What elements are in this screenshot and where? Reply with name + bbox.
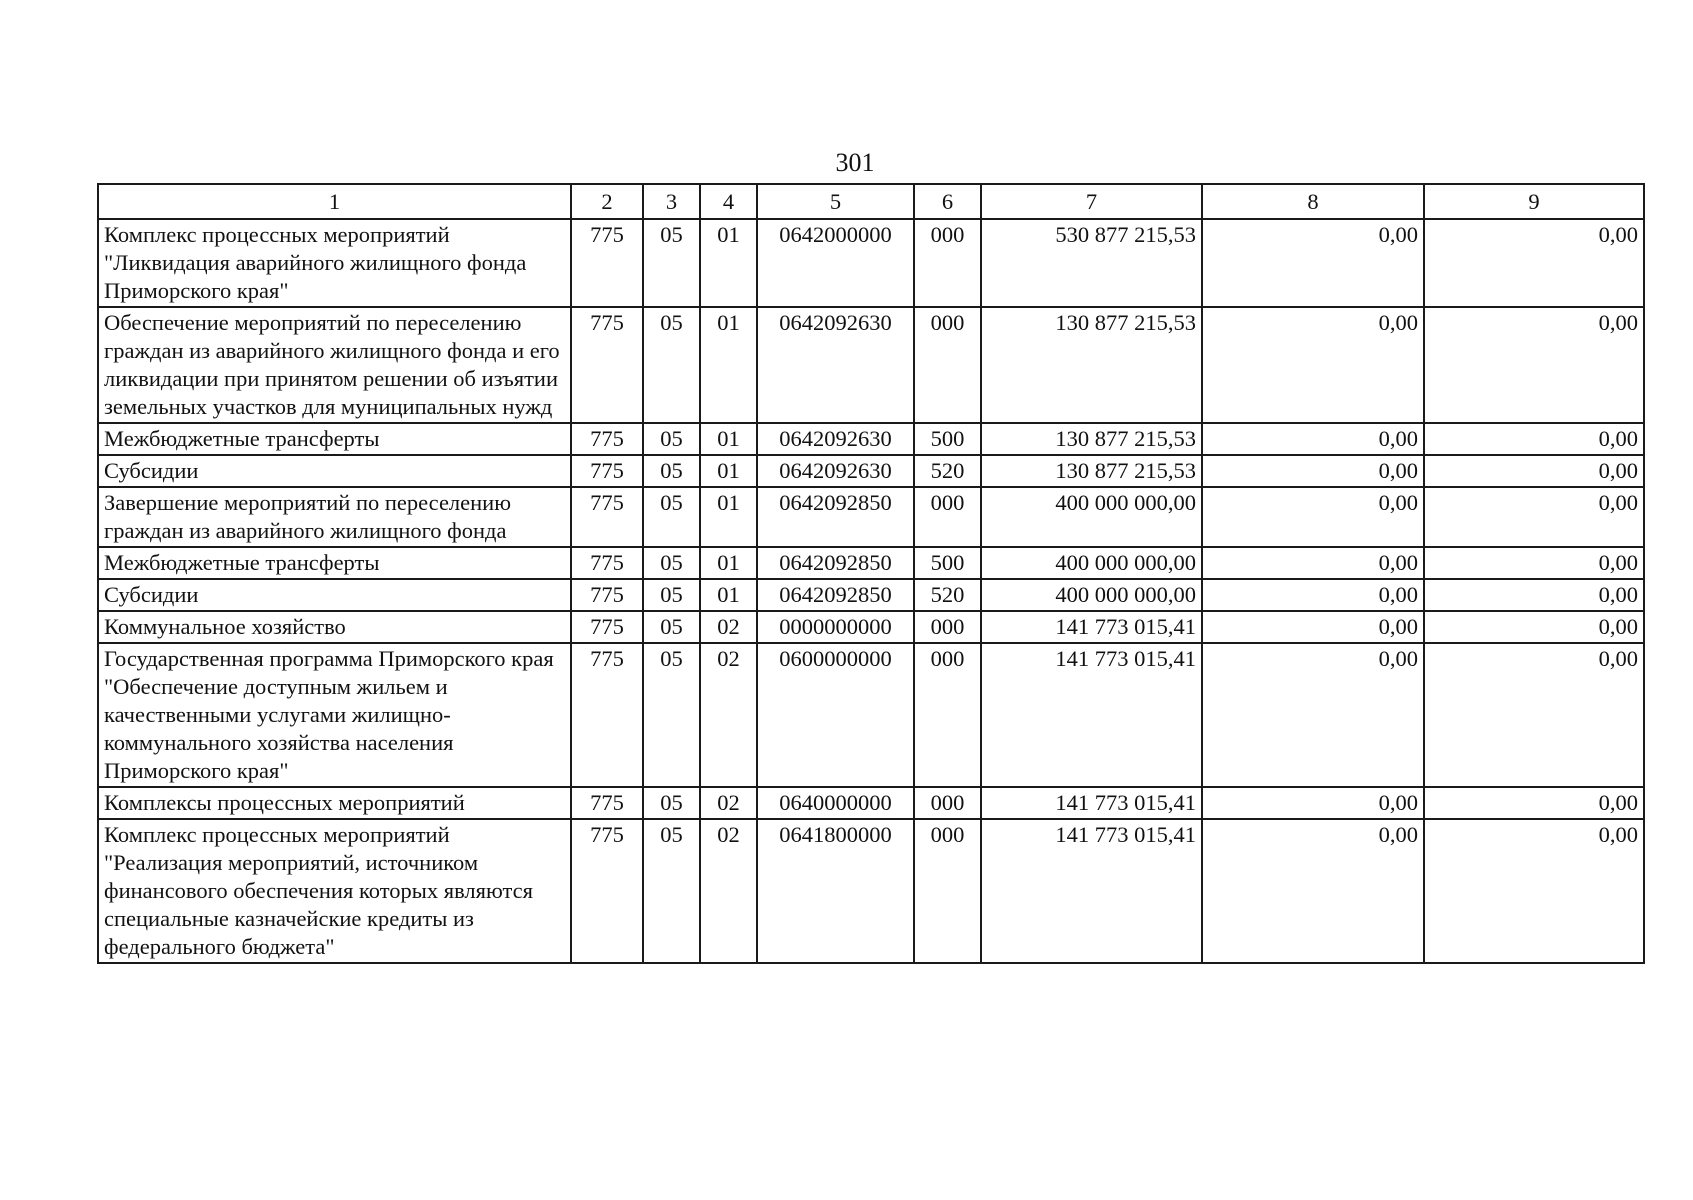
target-article-cell: 0642092630 [757, 307, 914, 423]
table-row [98, 611, 1644, 643]
row-name-cell: Межбюджетные трансферты [98, 547, 571, 579]
target-article-cell: 0641800000 [757, 819, 914, 963]
budget-table [97, 183, 1645, 964]
header-cell: 6 [914, 184, 981, 219]
amount-col9-cell: 0,00 [1424, 787, 1644, 819]
target-article-cell: 0642092850 [757, 547, 914, 579]
subsection-code-cell: 02 [700, 819, 757, 963]
header-cell: 3 [643, 184, 700, 219]
amount-col7-cell: 141 773 015,41 [981, 611, 1202, 643]
row-name-cell: Обеспечение мероприятий по переселению граждан из аварийного жилищного фонда и его ликвидации при принятом решении об изъятии земельных участков для муниципальных нужд [98, 307, 571, 423]
target-article-cell: 0642092630 [757, 423, 914, 455]
expense-type-cell: 000 [914, 611, 981, 643]
amount-col8-cell: 0,00 [1202, 547, 1424, 579]
amount-col9-cell: 0,00 [1424, 219, 1644, 307]
expense-type-cell: 500 [914, 547, 981, 579]
page-number: 301 [835, 148, 875, 177]
section-code-cell: 05 [643, 455, 700, 487]
expense-type-cell: 000 [914, 307, 981, 423]
header-cell: 4 [700, 184, 757, 219]
table-row [98, 455, 1644, 487]
section-code-cell: 05 [643, 307, 700, 423]
subsection-code-cell: 02 [700, 643, 757, 787]
amount-col9-cell: 0,00 [1424, 307, 1644, 423]
amount-col8-cell: 0,00 [1202, 219, 1424, 307]
amount-col7-cell: 141 773 015,41 [981, 819, 1202, 963]
amount-col7-cell: 400 000 000,00 [981, 547, 1202, 579]
expense-type-cell: 000 [914, 643, 981, 787]
row-name-cell: Завершение мероприятий по переселению граждан из аварийного жилищного фонда [98, 487, 571, 547]
ministry-code-cell: 775 [571, 611, 643, 643]
subsection-code-cell: 02 [700, 787, 757, 819]
section-code-cell: 05 [643, 547, 700, 579]
header-cell: 7 [981, 184, 1202, 219]
table-row [98, 307, 1644, 423]
header-cell: 1 [98, 184, 571, 219]
subsection-code-cell: 01 [700, 307, 757, 423]
subsection-code-cell: 01 [700, 547, 757, 579]
subsection-code-cell: 01 [700, 455, 757, 487]
amount-col8-cell: 0,00 [1202, 423, 1424, 455]
row-name-cell: Субсидии [98, 455, 571, 487]
amount-col7-cell: 141 773 015,41 [981, 787, 1202, 819]
table-row [98, 579, 1644, 611]
section-code-cell: 05 [643, 487, 700, 547]
amount-col7-cell: 130 877 215,53 [981, 423, 1202, 455]
expense-type-cell: 000 [914, 487, 981, 547]
target-article-cell: 0642000000 [757, 219, 914, 307]
section-code-cell: 05 [643, 423, 700, 455]
expense-type-cell: 000 [914, 219, 981, 307]
amount-col7-cell: 400 000 000,00 [981, 579, 1202, 611]
amount-col8-cell: 0,00 [1202, 579, 1424, 611]
target-article-cell: 0642092630 [757, 455, 914, 487]
ministry-code-cell: 775 [571, 219, 643, 307]
header-cell: 2 [571, 184, 643, 219]
expense-type-cell: 520 [914, 579, 981, 611]
target-article-cell: 0000000000 [757, 611, 914, 643]
row-name-cell: Комплекс процессных мероприятий "Ликвидация аварийного жилищного фонда Приморского края" [98, 219, 571, 307]
target-article-cell: 0640000000 [757, 787, 914, 819]
expense-type-cell: 520 [914, 455, 981, 487]
amount-col7-cell: 130 877 215,53 [981, 307, 1202, 423]
ministry-code-cell: 775 [571, 423, 643, 455]
table-row [98, 547, 1644, 579]
table-row [98, 487, 1644, 547]
amount-col9-cell: 0,00 [1424, 547, 1644, 579]
table-row [98, 219, 1644, 307]
subsection-code-cell: 01 [700, 219, 757, 307]
target-article-cell: 0642092850 [757, 579, 914, 611]
header-cell: 8 [1202, 184, 1424, 219]
table-row [98, 787, 1644, 819]
expense-type-cell: 500 [914, 423, 981, 455]
amount-col9-cell: 0,00 [1424, 455, 1644, 487]
ministry-code-cell: 775 [571, 487, 643, 547]
header-cell: 5 [757, 184, 914, 219]
amount-col9-cell: 0,00 [1424, 487, 1644, 547]
expense-type-cell: 000 [914, 787, 981, 819]
table-row [98, 819, 1644, 963]
amount-col9-cell: 0,00 [1424, 819, 1644, 963]
ministry-code-cell: 775 [571, 579, 643, 611]
amount-col7-cell: 130 877 215,53 [981, 455, 1202, 487]
expense-type-cell: 000 [914, 819, 981, 963]
row-name-cell: Комплексы процессных мероприятий [98, 787, 571, 819]
amount-col9-cell: 0,00 [1424, 579, 1644, 611]
amount-col7-cell: 530 877 215,53 [981, 219, 1202, 307]
target-article-cell: 0642092850 [757, 487, 914, 547]
table-row [98, 423, 1644, 455]
row-name-cell: Межбюджетные трансферты [98, 423, 571, 455]
amount-col8-cell: 0,00 [1202, 787, 1424, 819]
ministry-code-cell: 775 [571, 819, 643, 963]
amount-col8-cell: 0,00 [1202, 487, 1424, 547]
section-code-cell: 05 [643, 579, 700, 611]
amount-col8-cell: 0,00 [1202, 819, 1424, 963]
ministry-code-cell: 775 [571, 307, 643, 423]
row-name-cell: Коммунальное хозяйство [98, 611, 571, 643]
row-name-cell: Комплекс процессных мероприятий "Реализация мероприятий, источником финансового обеспечения которых являются специальные казначейские кредиты из федерального бюджета" [98, 819, 571, 963]
amount-col9-cell: 0,00 [1424, 423, 1644, 455]
ministry-code-cell: 775 [571, 455, 643, 487]
ministry-code-cell: 775 [571, 547, 643, 579]
subsection-code-cell: 01 [700, 487, 757, 547]
table-row [98, 643, 1644, 787]
amount-col7-cell: 141 773 015,41 [981, 643, 1202, 787]
subsection-code-cell: 02 [700, 611, 757, 643]
section-code-cell: 05 [643, 787, 700, 819]
amount-col7-cell: 400 000 000,00 [981, 487, 1202, 547]
subsection-code-cell: 01 [700, 423, 757, 455]
section-code-cell: 05 [643, 643, 700, 787]
section-code-cell: 05 [643, 819, 700, 963]
header-row [98, 184, 1644, 219]
section-code-cell: 05 [643, 611, 700, 643]
target-article-cell: 0600000000 [757, 643, 914, 787]
amount-col9-cell: 0,00 [1424, 611, 1644, 643]
ministry-code-cell: 775 [571, 787, 643, 819]
amount-col8-cell: 0,00 [1202, 611, 1424, 643]
amount-col8-cell: 0,00 [1202, 643, 1424, 787]
ministry-code-cell: 775 [571, 643, 643, 787]
row-name-cell: Государственная программа Приморского края "Обеспечение доступным жильем и качественными услугами жилищно-коммунального хозяйства населения Приморского края" [98, 643, 571, 787]
row-name-cell: Субсидии [98, 579, 571, 611]
amount-col8-cell: 0,00 [1202, 455, 1424, 487]
amount-col8-cell: 0,00 [1202, 307, 1424, 423]
amount-col9-cell: 0,00 [1424, 643, 1644, 787]
subsection-code-cell: 01 [700, 579, 757, 611]
section-code-cell: 05 [643, 219, 700, 307]
header-cell: 9 [1424, 184, 1644, 219]
